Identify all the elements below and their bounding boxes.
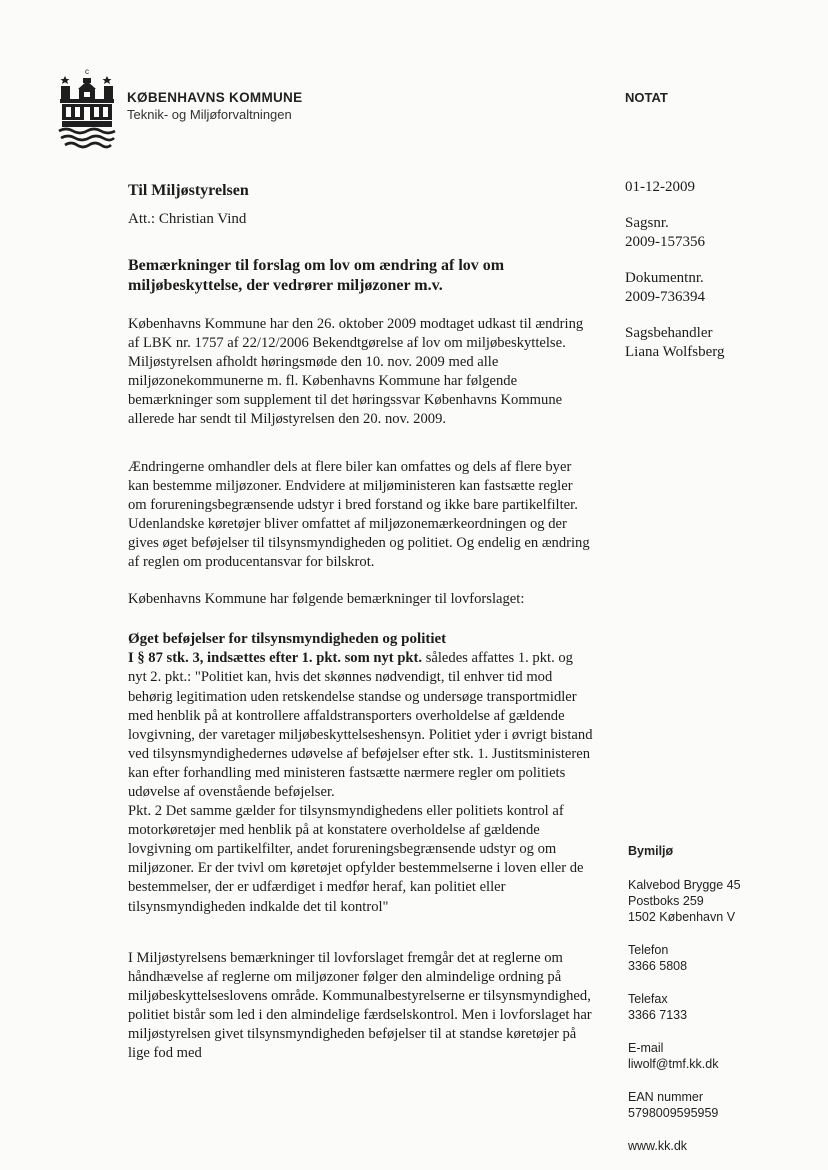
copenhagen-coat-of-arms-logo	[56, 66, 122, 152]
document-number-label: Dokumentnr.	[625, 270, 704, 286]
address-line-1: Kalvebod Brygge 45	[628, 878, 741, 892]
case-number: 2009-157356	[625, 234, 705, 250]
fax-block	[628, 991, 741, 1023]
section-87-text: således affattes 1. pkt. og nyt 2. pkt.: "Politiet kan, hvis det skønnes nødvendigt, til enhver tid mod behørig legitimation uden retskendelse standse og undersøge transportmidler med henblik på at kontrollere affaldstransporters overholdelse af gældende lovgivning, der varetager miljøbeskyttelseshensyn. Politiet yder i øvrigt bistand ved tilsynsmyndighedernes udøvelse af beføjelser efter stk. 1. Justitsministeren kan efter forhandling med ministeren fastsætte nærmere regler om politiets udøvelse af ovenstående beføjelser.	[128, 650, 593, 800]
phone-label: Telefon	[628, 943, 669, 957]
email-label: E-mail	[628, 1041, 664, 1055]
fax-number: 3366 7133	[628, 1008, 688, 1022]
document-number-block	[625, 269, 724, 307]
email-block	[628, 1040, 741, 1072]
paragraph-intro: Københavns Kommune har den 26. oktober 2009 modtaget udkast til ændring af LBK nr. 1757 af 22/12/2006 Bekendtgørelse af lov om miljøbeskyttelse. Miljøstyrelsen afholdt høringsmøde den 10. nov. 2009 med alle miljøzonekommunerne m. fl. Københavns Kommune har følgende bemærkninger som supplement til det høringssvar Københavns Kommune allerede har sendt til Miljøstyrelsen den 20. nov. 2009.	[128, 316, 584, 428]
address-line-3: 1502 København V	[628, 910, 736, 924]
contact-info	[628, 843, 741, 1154]
attention-line: Att.: Christian Vind	[128, 211, 247, 227]
ean-label: EAN nummer	[628, 1090, 704, 1104]
section-heading: Øget beføjelser for tilsynsmyndigheden og politiet	[128, 631, 447, 648]
address-block	[628, 877, 741, 925]
paragraph-changes: Ændringerne omhandler dels at flere biler kan omfattes og dels af flere byer kan bestemme miljøzoner. Endvidere at miljøministeren kan fastsætte regler om forureningsbegrænsende udstyr i bred forstand og ikke bare partikelfilter.	[128, 458, 578, 513]
case-handler: Liana Wolfsberg	[625, 344, 725, 360]
organization-name: KØBENHAVNS KOMMUNE	[127, 90, 303, 105]
date: 01-12-2009	[625, 179, 695, 195]
phone-block	[628, 942, 741, 974]
case-handler-label: Sagsbehandler	[625, 325, 713, 341]
phone-number: 3366 5808	[628, 959, 688, 973]
website: www.kk.dk	[628, 1139, 688, 1153]
body-text	[128, 315, 593, 1063]
document-type-label: NOTAT	[625, 90, 668, 105]
fax-label: Telefax	[628, 992, 668, 1006]
email-address: liwolf@tmf.kk.dk	[628, 1057, 719, 1071]
contact-unit-title: Bymiljø	[628, 844, 674, 858]
ean-number: 5798009595959	[628, 1106, 719, 1120]
recipient: Til Miljøstyrelsen	[128, 182, 249, 199]
paragraph-section-87	[128, 649, 593, 802]
document-metadata	[625, 178, 724, 379]
svg-text:c: c	[85, 67, 89, 76]
department-name: Teknik- og Miljøforvaltningen	[127, 107, 292, 122]
paragraph-enforcement: I Miljøstyrelsens bemærkninger til lovforslaget fremgår det at reglerne om håndhævelse af reglerne om miljøzoner følger den almindelige ordning på miljøbeskyttelseslovens område. Kommunalbestyrelserne er tilsynsmyndighed, politiet bistår som led i den almindelige færdselskontrol. Men i lovforslaget har miljøstyrelsen givet tilsynsmyndigheden beføjelser til at standse køretøjer på lige fod med	[128, 949, 592, 1062]
section-87-reference: I § 87 stk. 3, indsættes efter 1. pkt. som nyt pkt.	[128, 650, 423, 667]
case-number-label: Sagsnr.	[625, 215, 669, 231]
organization-block	[127, 90, 302, 122]
subject-heading: Bemærkninger til forslag om lov om ændring af lov om miljøbeskyttelse, der vedrører miljøzoner m.v.	[128, 257, 505, 294]
document-number: 2009-736394	[625, 289, 705, 305]
case-number-block	[625, 214, 724, 252]
ean-block	[628, 1089, 741, 1121]
address-line-2: Postboks 259	[628, 894, 704, 908]
paragraph-foreign-vehicles: Udenlandske køretøjer bliver omfattet af miljøzonemærkeordningen og der gives øget beføjelser til tilsynsmyndigheden og politiet. Og endelig en ændring af reglen om producentansvar for bilskrot.	[128, 515, 590, 571]
case-handler-block	[625, 324, 724, 362]
paragraph-pkt-2: Pkt. 2 Det samme gælder for tilsynsmyndighedens eller politiets kontrol af motorkøretøjer med henblik på at konstatere overholdelse af gældende lovgivning om partikelfilter, andet forureningsbegrænsende udstyr og om miljøzoner. Er der tvivl om køretøjet opfylder bestemmelserne i loven eller de bestemmelser, der er udfærdiget i medfør heraf, kan politiet eller tilsynsmyndigheden indkalde det til kontrol"	[128, 803, 584, 915]
paragraph-remarks-intro: Københavns Kommune har følgende bemærkninger til lovforslaget:	[128, 591, 525, 608]
